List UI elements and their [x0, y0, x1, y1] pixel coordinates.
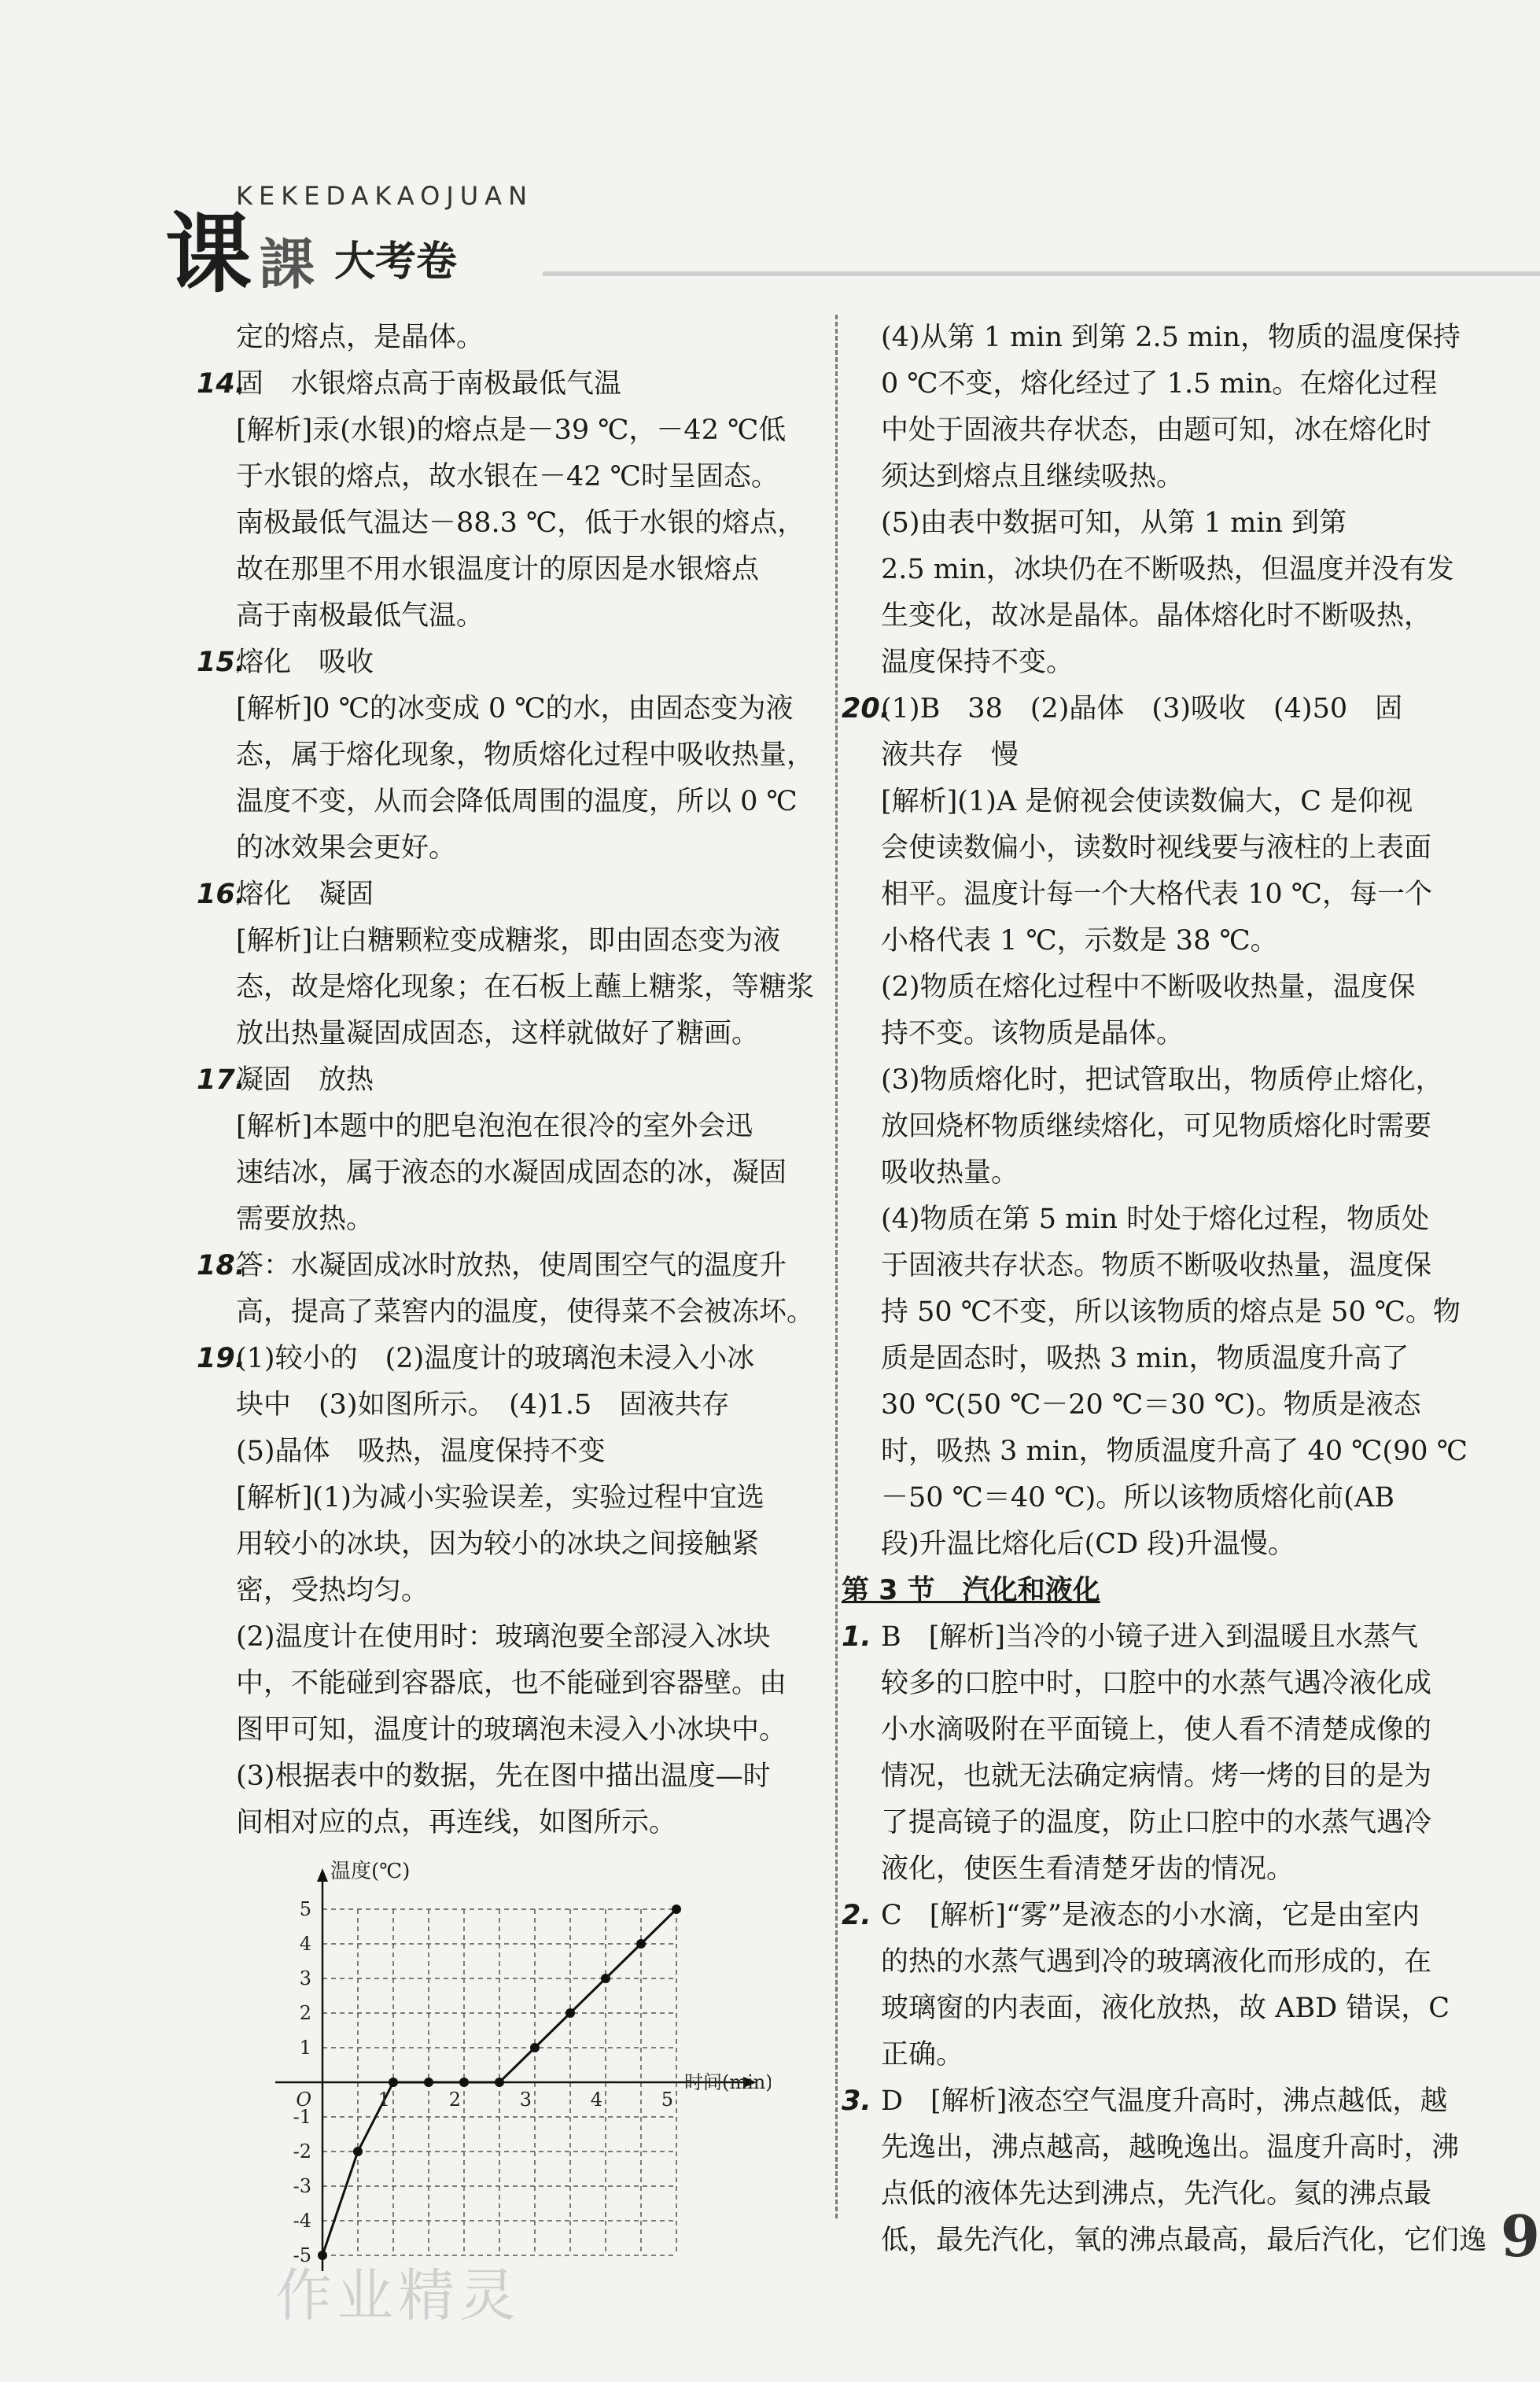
section-question-3 [842, 2078, 1494, 2264]
answer: 熔化 吸收 [236, 647, 374, 678]
header-rule [543, 271, 1540, 276]
origin-label: O [296, 2089, 311, 2111]
line: 0 ℃不变，熔化经过了 1.5 min。在熔化过程 [881, 368, 1438, 400]
data-point [636, 1939, 646, 1949]
brand-logo-secondary: 課 [260, 231, 315, 297]
x-tick-label: 2 [448, 2089, 461, 2111]
line: 小格代表 1 ℃，示数是 38 ℃。 [881, 925, 1278, 957]
section-question-1 [842, 1614, 1494, 1893]
line: (3)物质熔化时，把试管取出，物质停止熔化， [881, 1064, 1443, 1096]
line: [解析](1)为减小实验误差，实验过程中宜选 [236, 1482, 764, 1514]
line: 段)升温比熔化后(CD 段)升温慢。 [881, 1528, 1295, 1560]
right-column [842, 315, 1494, 2264]
x-tick-label: 4 [590, 2089, 602, 2111]
page-number: 9 [1500, 2203, 1540, 2270]
line: 速结冰，属于液态的水凝固成固态的冰，凝固 [236, 1157, 787, 1189]
y-axis-arrow [317, 1868, 328, 1882]
line: (4)从第 1 min 到第 2.5 min，物质的温度保持 [881, 322, 1461, 353]
line: 需要放热。 [236, 1204, 374, 1235]
line: 高，提高了菜窖内的温度，使得菜不会被冻坏。 [236, 1296, 815, 1328]
x-tick-label: 1 [378, 2089, 390, 2111]
line: (2)温度计在使用时：玻璃泡要全部浸入冰块 [236, 1621, 771, 1653]
section-title: 第 3 节 汽化和液化 [842, 1575, 1100, 1606]
question-number: 1. [842, 1621, 871, 1653]
x-tick-label: 3 [519, 2089, 532, 2111]
line: 持不变。该物质是晶体。 [881, 1018, 1184, 1049]
chart-axes [275, 1868, 757, 2271]
line: 温度保持不变。 [881, 647, 1074, 678]
left-column [197, 315, 815, 2287]
brand-logo: 课 [165, 203, 252, 304]
line: 液共存 慢 [881, 739, 1019, 771]
left-top-line: 定的熔点，是晶体。 [236, 322, 484, 353]
line: 点低的液体先达到沸点，先汽化。氦的沸点最 [881, 2178, 1432, 2210]
x-tick-label: 5 [661, 2089, 673, 2111]
line: 南极最低气温达－88.3 ℃，低于水银的熔点， [236, 507, 805, 539]
question-number: 2. [842, 1900, 871, 1931]
watermark: 作业精灵 [275, 2262, 521, 2329]
line: [解析]本题中的肥皂泡泡在很冷的室外会迅 [236, 1111, 753, 1142]
line: 于固液共存状态。物质不断吸收热量，温度保 [881, 1250, 1432, 1281]
line: 会使读数偏小，读数时视线要与液柱的上表面 [881, 832, 1432, 864]
line: 图甲可知，温度计的玻璃泡未浸入小冰块中。 [236, 1714, 787, 1746]
line: 态，故是熔化现象；在石板上蘸上糖浆，等糖浆 [236, 972, 815, 1003]
line: [解析]汞(水银)的熔点是－39 ℃，－42 ℃低 [236, 415, 787, 446]
data-point [530, 2043, 540, 2052]
question-16 [197, 872, 815, 1057]
question-number: 15. [197, 647, 246, 678]
line: 质是固态时，吸热 3 min，物质温度升高了 [881, 1343, 1409, 1374]
question-19-continued [881, 315, 1494, 686]
line: 密，受热均匀。 [236, 1575, 429, 1606]
line: 答：水凝固成冰时放热，使周围空气的温度升 [236, 1250, 787, 1281]
line: 高于南极最低气温。 [236, 600, 484, 632]
y-axis-label: 温度(℃) [330, 1860, 411, 1883]
line: 放出热量凝固成固态，这样就做好了糖画。 [236, 1018, 760, 1049]
temperature-time-chart [267, 1854, 771, 2287]
line: 中处于固液共存状态，由题可知，冰在熔化时 [881, 415, 1432, 446]
question-number: 19. [197, 1343, 246, 1374]
line: 液化，使医生看清楚牙齿的情况。 [881, 1853, 1295, 1885]
line: 2.5 min，冰块仍在不断吸热，但温度并没有发 [881, 554, 1454, 585]
y-tick-label: 3 [299, 1967, 311, 1989]
data-point [672, 1904, 681, 1914]
line: 块中 (3)如图所示。 (4)1.5 固液共存 [236, 1389, 730, 1421]
y-tick-label: -3 [293, 2175, 311, 2197]
x-axis-label: 时间(min) [684, 2071, 771, 2093]
line: 玻璃窗的内表面，液化放热，故 ABD 错误，C [881, 1993, 1450, 2024]
answer: 凝固 放热 [236, 1064, 374, 1096]
line: 间相对应的点，再连线，如图所示。 [236, 1807, 677, 1838]
line: 温度不变，从而会降低周围的温度，所以 0 ℃ [236, 786, 798, 817]
brand-latin: KEKEDAKAOJUAN [236, 181, 533, 211]
line: 的冰效果会更好。 [236, 832, 457, 864]
line: 故在那里不用水银温度计的原因是水银熔点 [236, 554, 760, 585]
line: 须达到熔点且继续吸热。 [881, 461, 1184, 492]
line: (1)较小的 (2)温度计的玻璃泡未浸入小冰 [236, 1343, 755, 1374]
line: －50 ℃＝40 ℃)。所以该物质熔化前(AB [881, 1482, 1394, 1514]
data-point [601, 1974, 610, 1983]
y-tick-label: -5 [293, 2244, 311, 2266]
y-tick-label: 5 [299, 1898, 311, 1920]
chart-svg [267, 1854, 771, 2287]
question-19 [197, 1336, 814, 1846]
line: 先逸出，沸点越高，越晚逸出。温度升高时，沸 [881, 2132, 1460, 2163]
line: (3)根据表中的数据，先在图中描出温度—时 [236, 1761, 771, 1792]
y-tick-label: 4 [299, 1933, 311, 1955]
y-tick-label: -1 [293, 2106, 311, 2128]
line: 吸收热量。 [881, 1157, 1019, 1189]
line: [解析]0 ℃的冰变成 0 ℃的水，由固态变为液 [236, 693, 794, 725]
line: 放回烧杯物质继续熔化，可见物质熔化时需要 [881, 1111, 1432, 1142]
question-number: 14. [197, 368, 246, 400]
data-point [566, 2008, 575, 2018]
question-number: 16. [197, 879, 246, 910]
question-15 [197, 640, 815, 872]
line: (1)B 38 (2)晶体 (3)吸收 (4)50 固 [881, 693, 1403, 725]
question-20 [842, 686, 1494, 1568]
line: 中，不能碰到容器底，也不能碰到容器壁。由 [236, 1668, 787, 1699]
line: [解析]让白糖颗粒变成糖浆，即由固态变为液 [236, 925, 781, 957]
line: 较多的口腔中时，口腔中的水蒸气遇冷液化成 [881, 1668, 1432, 1699]
line: 于水银的熔点，故水银在－42 ℃时呈固态。 [236, 461, 779, 492]
question-number: 18. [197, 1250, 246, 1281]
question-18 [197, 1243, 815, 1336]
line: [解析](1)A 是俯视会使读数偏大，C 是仰视 [881, 786, 1413, 817]
line: (4)物质在第 5 min 时处于熔化过程，物质处 [881, 1204, 1430, 1235]
question-number: 20. [842, 693, 891, 725]
column-divider [835, 315, 838, 2218]
line: (2)物质在熔化过程中不断吸收热量，温度保 [881, 972, 1416, 1003]
answer: 固 水银熔点高于南极最低气温 [236, 368, 622, 400]
line: 态，属于熔化现象，物质熔化过程中吸收热量， [236, 739, 815, 771]
line: 用较小的冰块，因为较小的冰块之间接触紧 [236, 1528, 760, 1560]
question-14 [197, 361, 814, 640]
line: 相平。温度计每一个大格代表 10 ℃，每一个 [881, 879, 1432, 910]
line: 时，吸热 3 min，物质温度升高了 40 ℃(90 ℃ [881, 1436, 1468, 1467]
data-point [495, 2078, 504, 2087]
line: 30 ℃(50 ℃－20 ℃＝30 ℃)。物质是液态 [881, 1389, 1421, 1421]
y-tick-label: -4 [293, 2210, 311, 2232]
line: 小水滴吸附在平面镜上，使人看不清楚成像的 [881, 1714, 1432, 1746]
line: 低，最先汽化，氧的沸点最高，最后汽化，它们逸 [881, 2225, 1487, 2256]
line: (5)由表中数据可知，从第 1 min 到第 [881, 507, 1347, 539]
line: 持 50 ℃不变，所以该物质的熔点是 50 ℃。物 [881, 1296, 1461, 1328]
line: 生变化，故冰是晶体。晶体熔化时不断吸热， [881, 600, 1432, 632]
data-point [389, 2078, 398, 2087]
data-point [459, 2078, 469, 2087]
y-tick-label: 1 [299, 2037, 311, 2059]
data-point [424, 2078, 433, 2087]
line: D [解析]液态空气温度升高时，沸点越低，越 [881, 2085, 1448, 2117]
line: 正确。 [881, 2039, 964, 2070]
line: 的热的水蒸气遇到冷的玻璃液化而形成的，在 [881, 1946, 1432, 1978]
line: C [解析]“雾”是液态的小水滴，它是由室内 [881, 1900, 1420, 1931]
data-point [353, 2147, 363, 2156]
answer: 熔化 凝固 [236, 879, 374, 910]
line: (5)晶体 吸热，温度保持不变 [236, 1436, 606, 1467]
chart-labels [293, 1860, 771, 2266]
y-tick-label: 2 [299, 2002, 311, 2024]
question-17 [197, 1057, 814, 1243]
y-tick-label: -2 [293, 2140, 311, 2163]
line: 了提高镜子的温度，防止口腔中的水蒸气遇冷 [881, 1807, 1432, 1838]
page-header [0, 0, 1540, 315]
section-question-2 [842, 1893, 1494, 2078]
question-number: 17. [197, 1064, 246, 1096]
brand-badge: 大考卷 [334, 238, 458, 286]
line: B [解析]当冷的小镜子进入到温暖且水蒸气 [881, 1621, 1419, 1653]
line: 情况，也就无法确定病情。烤一烤的目的是为 [881, 1761, 1432, 1792]
question-number: 3. [842, 2085, 871, 2117]
